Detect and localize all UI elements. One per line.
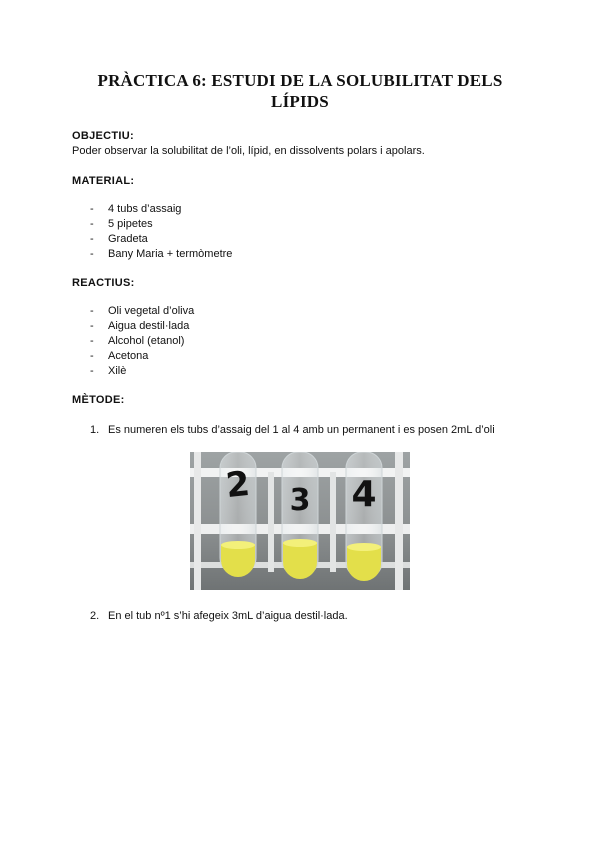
objectiu-text: Poder observar la solubilitat de l’oli, lípid, en dissolvents polars i apolars. [72, 145, 425, 157]
rack-post [395, 452, 403, 590]
method-step-2 [90, 610, 348, 622]
list-item [72, 319, 194, 334]
step-number: 2. [90, 610, 100, 622]
list-item-text: Bany Maria + termòmetre [108, 248, 233, 260]
list-item-text: Aigua destil·lada [108, 320, 190, 332]
dash-marker: - [90, 305, 94, 317]
method-step-1 [90, 424, 495, 436]
test-tube [346, 452, 382, 581]
list-item-text: 4 tubs d’assaig [108, 203, 182, 215]
list-item-text: Oli vegetal d’oliva [108, 305, 195, 317]
dash-marker: - [90, 350, 94, 362]
dash-marker: - [90, 248, 94, 260]
objectiu-heading: OBJECTIU: [72, 130, 134, 142]
oil-sample [347, 546, 381, 581]
list-item [72, 202, 232, 217]
list-item [72, 232, 232, 247]
tube-label: 2 [224, 463, 252, 507]
dash-marker: - [90, 233, 94, 245]
tube-label: 3 [289, 483, 311, 518]
test-tubes-illustration [190, 452, 410, 590]
dash-marker: - [90, 365, 94, 377]
list-item [72, 349, 194, 364]
rack-post [268, 472, 274, 572]
rack-post [194, 452, 201, 590]
list-item [72, 334, 194, 349]
list-item [72, 217, 232, 232]
step-number: 1. [90, 424, 100, 436]
oil-sample [283, 542, 317, 579]
rack-post [330, 472, 336, 572]
step-text: Es numeren els tubs d’assaig del 1 al 4 amb un permanent i es posen 2mL d’oli [108, 424, 495, 436]
material-list [72, 202, 232, 262]
list-item-text: Alcohol (etanol) [108, 335, 185, 347]
dash-marker: - [90, 335, 94, 347]
list-item [72, 304, 194, 319]
list-item [72, 247, 232, 262]
reactius-heading: REACTIUS: [72, 277, 135, 289]
list-item-text: Xilè [108, 365, 127, 377]
tube-label: 4 [351, 474, 377, 515]
list-item-text: Acetona [108, 350, 149, 362]
list-item-text: 5 pipetes [108, 218, 153, 230]
metode-heading: MÈTODE: [72, 394, 125, 406]
step-text: En el tub nº1 s’hi afegeix 3mL d’aigua destil·lada. [108, 610, 348, 622]
test-tubes-photo [190, 452, 410, 590]
reactius-list [72, 304, 194, 379]
material-heading: MATERIAL: [72, 175, 135, 187]
page-title: PRÀCTICA 6: ESTUDI DE LA SOLUBILITAT DELS LÍPIDS [97, 71, 503, 111]
dash-marker: - [90, 218, 94, 230]
list-item [72, 364, 194, 379]
dash-marker: - [90, 320, 94, 332]
list-item-text: Gradeta [108, 233, 148, 245]
dash-marker: - [90, 203, 94, 215]
